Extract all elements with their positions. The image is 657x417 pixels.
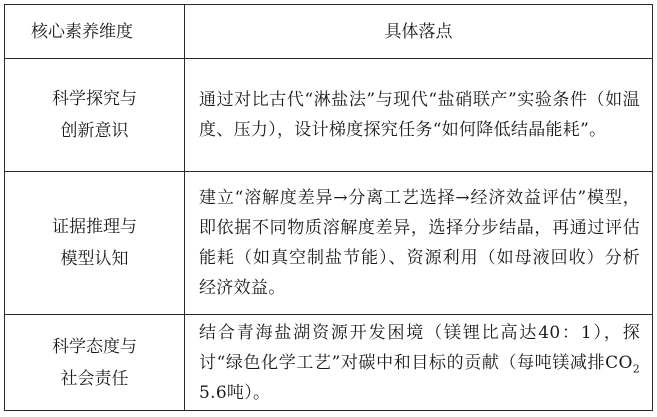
table-row (5, 172, 653, 315)
dimension-cell (5, 172, 185, 315)
core-literacy-table (4, 4, 653, 411)
dimension-line: 科学探究与 (52, 89, 137, 109)
detail-cell (185, 315, 653, 411)
co2-subscript: 2 (632, 361, 640, 375)
dimension-line: 模型认知 (60, 249, 129, 269)
header-detail: 具体落点 (185, 5, 653, 59)
header-dimension: 核心素养维度 (5, 5, 185, 59)
detail-text: 结合青海盐湖资源开发困境（镁锂比高达40：1），探讨“绿色化学工艺”对碳中和目标的贡献（每吨镁减排CO (199, 322, 640, 373)
table-row (5, 315, 653, 411)
literacy-table-container (4, 4, 652, 409)
dimension-line: 证据推理与 (52, 217, 137, 237)
table-header-row (5, 5, 653, 59)
dimension-line: 科学态度与 (52, 336, 137, 357)
dimension-line: 社会责任 (60, 368, 129, 389)
table-row (5, 59, 653, 172)
dimension-cell (5, 315, 185, 411)
detail-text: 5.6吨）。 (199, 382, 271, 403)
detail-cell: 建立“溶解度差异→分离工艺选择→经济效益评估”模型，即依据不同物质溶解度差异，选择分步结晶，再通过评估能耗（如真空制盐节能）、资源利用（如母液回收）分析经济效益。 (185, 172, 653, 315)
detail-cell: 通过对比古代“淋盐法”与现代“盐硝联产”实验条件（如温度、压力），设计梯度探究任务“如何降低结晶能耗”。 (185, 59, 653, 172)
dimension-cell (5, 59, 185, 172)
dimension-line: 创新意识 (60, 121, 129, 141)
